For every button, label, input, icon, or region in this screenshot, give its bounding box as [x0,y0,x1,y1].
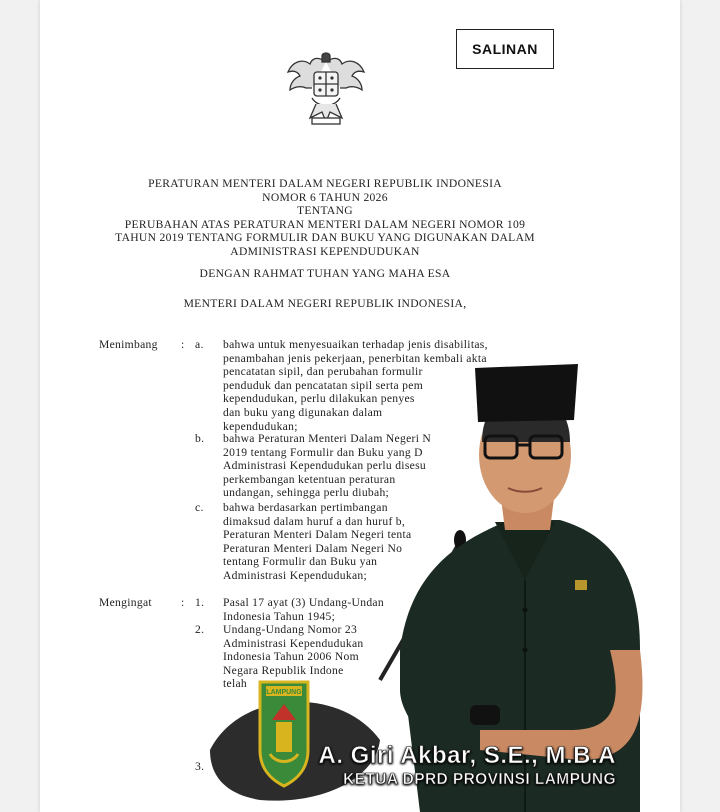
text-line: pencatatan sipil, dan perubahan formulir [223,365,423,379]
text-line: Administrasi Kependudukan perlu disesu [223,459,426,473]
text-line: Administrasi Kependudukan [223,636,364,650]
text-line: 2019 tentang Formulir dan Buku yang D [223,445,423,459]
text-line: kependudukan; [223,419,298,433]
regulation-heading [80,177,570,259]
text-line: Peraturan Menteri Dalam Negeri No [223,541,403,555]
text-line: perkembangan ketentuan peraturan [223,472,396,486]
item-number: 1. [195,596,205,609]
text-line: tentang Formulir dan Buku yan [223,555,378,569]
heading-line: ADMINISTRASI KEPENDUDUKAN [230,244,420,258]
menimbang-label: Menimbang [99,338,158,351]
rahmat-line: DENGAN RAHMAT TUHAN YANG MAHA ESA [199,267,451,280]
text-line: bahwa untuk menyesuaikan terhadap jenis disabilitas, [223,338,488,351]
heading-line: NOMOR 6 TAHUN 2026 [262,190,388,204]
colon: : [181,596,185,609]
heading-line: PERUBAHAN ATAS PERATURAN MENTERI DALAM NEGERI NOMOR 109 [124,217,526,231]
text-line: penduduk dan pencatatan sipil serta pem [223,378,424,392]
text-line: Negara Republik Indone [223,663,344,677]
item-number: c. [195,501,204,514]
seal-text: LAMPUNG [266,689,302,696]
text-line: penambahan jenis pekerjaan, penerbitan kembali akta [223,351,487,365]
item-number: 2. [195,623,205,636]
text-line: dan buku yang digunakan dalam [223,405,383,419]
salinan-stamp: SALINAN [456,29,554,69]
person-title-caption: KETUA DPRD PROVINSI LAMPUNG [343,771,616,788]
text-line: undangan, sehingga perlu diubah; [223,486,390,500]
heading-line: TAHUN 2019 TENTANG FORMULIR DAN BUKU YANG DIGUNAKAN DALAM [115,231,535,245]
item-number: b. [195,432,205,445]
text-line: Peraturan Menteri Dalam Negeri tenta [223,528,412,542]
person-name-caption: A. Giri Akbar, S.E., M.B.A [318,742,616,769]
text-line: Pasal 17 ayat (3) Undang-Undan [223,596,384,609]
text-line: Undang-Undang Nomor 23 [223,623,358,636]
garuda-emblem-icon [282,48,370,130]
mengingat-label: Mengingat [99,596,152,609]
heading-line: TENTANG [297,204,353,218]
text-line: bahwa Peraturan Menteri Dalam Negeri N [223,432,432,445]
menteri-line: MENTERI DALAM NEGERI REPUBLIK INDONESIA, [183,297,467,310]
text-line: dimaksud dalam huruf a dan huruf b, [223,514,406,528]
text-line: Indonesia Tahun 1945; [223,609,336,623]
text-line: bahwa berdasarkan pertimbangan [223,501,388,514]
heading-line: PERATURAN MENTERI DALAM NEGERI REPUBLIK INDONESIA [148,177,502,190]
text-line: telah [223,677,248,691]
colon: : [181,338,185,351]
text-line: Indonesia Tahun 2006 Nom [223,650,359,664]
text-line: kependudukan, perlu dilakukan penyes [223,392,415,406]
text-line: Administrasi Kependudukan; [223,568,368,582]
item-number: 3. [195,760,205,773]
item-number: a. [195,338,204,351]
